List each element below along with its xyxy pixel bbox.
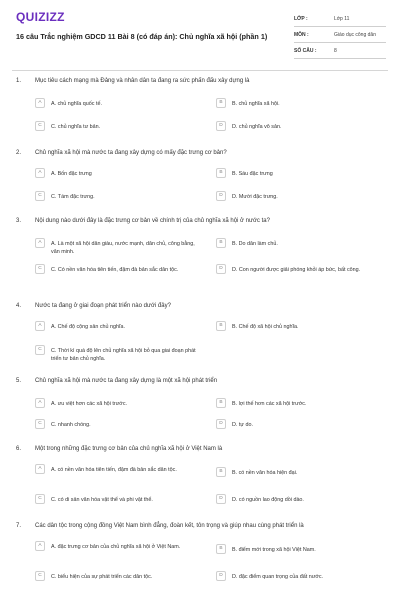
option-letter-box: B (216, 467, 226, 477)
meta-row-subject (294, 27, 386, 43)
option-text: C. nhanh chóng. (51, 422, 91, 428)
question-number: 5. (16, 378, 22, 384)
question-number: 3. (16, 218, 22, 224)
option-text: C. Có nền văn hóa tiên tiến, đậm đà bản sắc dân tộc. (51, 267, 179, 273)
meta-row-count (294, 43, 386, 59)
option-letter-box: A (35, 98, 45, 108)
option-text: B. chủ nghĩa xã hội. (232, 101, 280, 107)
option-letter-box: A (35, 541, 45, 551)
option-letter-box: B (216, 544, 226, 554)
option-letter-box: C (35, 121, 45, 131)
class-label: LỚP : (294, 16, 308, 22)
option-text: B. điểm mới trong xã hội Việt Nam. (232, 547, 316, 553)
count-label: SỐ CÂU : (294, 48, 317, 54)
question-text: Chủ nghĩa xã hội mà nước ta đang xây dựng là một xã hội phát triển (35, 378, 218, 384)
option-letter-box: B (216, 238, 226, 248)
option-letter-box: D (216, 121, 226, 131)
option-text: B. Sáu đặc trưng (232, 171, 273, 177)
option-text: D. chủ nghĩa vô sản. (232, 124, 282, 130)
option-text: A. Bốn đặc trưng (51, 171, 92, 177)
option-text: D. có nguồn lao động dồi dào. (232, 497, 304, 503)
option-letter-box: D (216, 571, 226, 581)
question-text: Các dân tộc trong cộng đồng Việt Nam bình đẳng, đoàn kết, tôn trọng và giúp nhau cùng phát triển là (35, 523, 304, 529)
question-number: 7. (16, 523, 22, 529)
option-text: C. Tám đặc trưng. (51, 194, 95, 200)
option-text: B. lợi thế hơn các xã hội trước. (232, 401, 307, 407)
document-title: 16 câu Trắc nghiệm GDCD 11 Bài 8 (có đáp án): Chủ nghĩa xã hội (phần 1) (16, 32, 268, 41)
option-letter-box: C (35, 571, 45, 581)
option-text: A. có nền văn hóa tiên tiến, đậm đà bản sắc dân tộc. (51, 467, 177, 473)
option-letter-box: A (35, 238, 45, 248)
option-letter-box: B (216, 321, 226, 331)
option-text: A. Chế độ cộng sản chủ nghĩa. (51, 324, 126, 330)
question-number: 4. (16, 303, 22, 309)
question-number: 2. (16, 150, 22, 156)
option-text: B. có nền văn hóa hiện đại. (232, 470, 298, 476)
option-letter-box: C (35, 494, 45, 504)
subject-label: MÔN : (294, 32, 309, 38)
option-letter-box: D (216, 494, 226, 504)
meta-row-class (294, 11, 386, 27)
option-text: C. chủ nghĩa tư bản. (51, 124, 101, 130)
question-number: 1. (16, 78, 22, 84)
question-text: Chủ nghĩa xã hội mà nước ta đang xây dựng có mấy đặc trưng cơ bản? (35, 150, 227, 156)
option-letter-box: C (35, 419, 45, 429)
subject-value: Giáo dục công dân (334, 32, 376, 38)
worksheet-header (0, 0, 400, 68)
option-text: C. biểu hiện của sự phát triển các dân tộc. (51, 574, 153, 580)
question-text: Một trong những đặc trưng cơ bản của chủ nghĩa xã hội ở Việt Nam là (35, 446, 223, 452)
option-text: C. Thời kì quá độ lên chủ nghĩa xã hội bỏ qua giai đoạn phát triển tư bản chủ nghĩa. (51, 348, 196, 362)
question-text: Mục tiêu cách mạng mà Đảng và nhân dân ta đang ra sức phấn đấu xây dựng là (35, 78, 250, 84)
option-text: B. Do dân làm chủ. (232, 241, 278, 247)
option-text: A. chủ nghĩa quốc tế. (51, 101, 102, 107)
option-letter-box: A (35, 321, 45, 331)
option-text: D. tự do. (232, 422, 253, 428)
option-text: D. Mười đặc trưng. (232, 194, 278, 200)
option-text: C. có di sản văn hóa vật thể và phi vật thể. (51, 497, 153, 503)
class-value: Lớp 11 (334, 16, 350, 22)
option-letter-box: D (216, 419, 226, 429)
option-text: A. ưu việt hơn các xã hội trước. (51, 401, 128, 407)
count-value: 8 (334, 48, 337, 54)
option-text: B. Chế độ xã hội chủ nghĩa. (232, 324, 299, 330)
question-number: 6. (16, 446, 22, 452)
option-letter-box: A (35, 168, 45, 178)
option-letter-box: D (216, 191, 226, 201)
question-text: Nội dung nào dưới đây là đặc trưng cơ bản về chính trị của chủ nghĩa xã hội ở nước ta? (35, 218, 270, 224)
worksheet-meta (294, 11, 386, 59)
option-text: A. đặc trưng cơ bản của chủ nghĩa xã hội ở Việt Nam. (51, 544, 181, 550)
option-letter-box: A (35, 464, 45, 474)
option-letter-box: B (216, 168, 226, 178)
option-letter-box: B (216, 398, 226, 408)
option-letter-box: D (216, 264, 226, 274)
option-text: D. Con người được giải phóng khỏi áp bức, bất công. (232, 267, 361, 273)
option-text: D. đặc điểm quan trọng của đất nước. (232, 574, 324, 580)
question-text: Nước ta đang ở giai đoạn phát triển nào dưới đây? (35, 303, 171, 309)
quizizz-logo[interactable]: QUIZIZZ (16, 10, 65, 24)
option-letter-box: B (216, 98, 226, 108)
option-letter-box: C (35, 264, 45, 274)
option-text: A. Là một xã hội dân giàu, nước mạnh, dân chủ, công bằng, văn minh. (51, 241, 195, 255)
option-letter-box: C (35, 345, 45, 355)
option-letter-box: C (35, 191, 45, 201)
option-letter-box: A (35, 398, 45, 408)
header-divider (12, 70, 388, 71)
